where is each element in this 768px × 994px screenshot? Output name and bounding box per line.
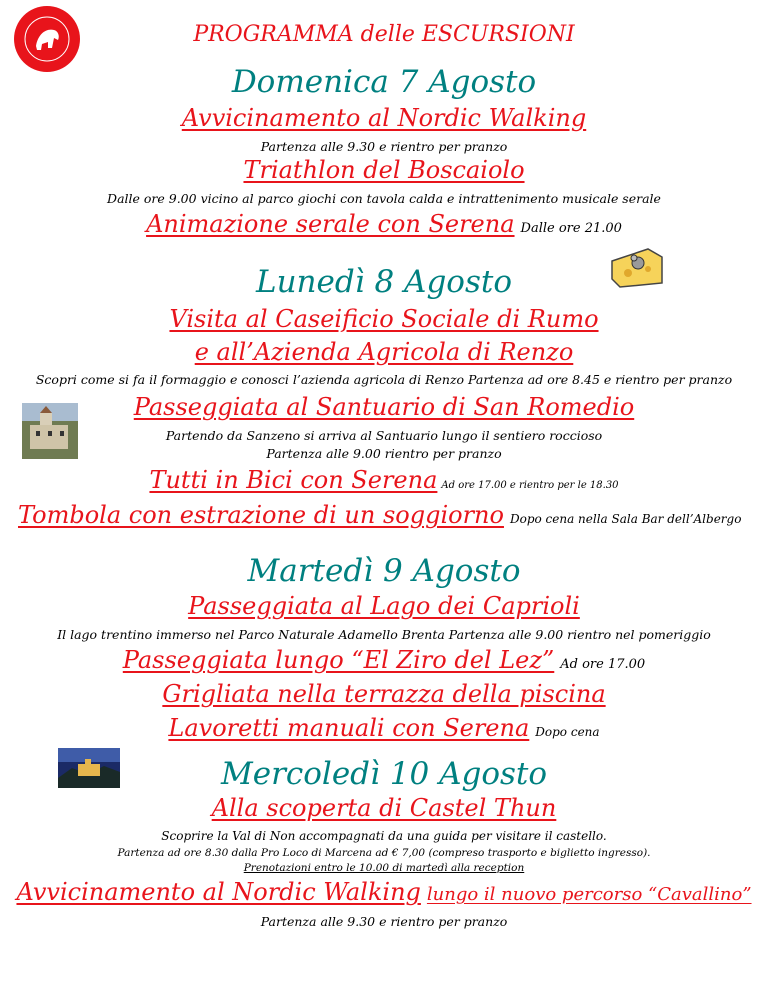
event-title: Avvicinamento al Nordic Walking xyxy=(181,104,587,132)
event-note: Ad ore 17.00 e rientro per le 18.30 xyxy=(441,480,619,491)
event-note: Ad ore 17.00 xyxy=(560,657,646,672)
event-title: Passeggiata al Lago dei Caprioli xyxy=(188,592,580,620)
event-note: Dopo cena xyxy=(535,725,600,739)
event-title: Grigliata nella terrazza della piscina xyxy=(162,680,606,708)
event-row xyxy=(18,501,758,529)
event-description: Partenza alle 9.30 e rientro per pranzo xyxy=(260,914,508,929)
event-title: Avvicinamento al Nordic Walking xyxy=(16,878,421,906)
event-title: Animazione serale con Serena xyxy=(146,210,515,238)
day-heading-tuesday: Martedì 9 Agosto xyxy=(247,553,521,589)
event-title: Passeggiata lungo “El Ziro del Lez” xyxy=(122,646,555,674)
event-title-line1: Visita al Caseificio Sociale di Rumo xyxy=(169,305,599,333)
event-title: Lavoretti manuali con Serena xyxy=(168,714,530,742)
event-description: Partenza alle 9.30 e rientro per pranzo xyxy=(260,139,508,154)
event-title: Alla scoperta di Castel Thun xyxy=(211,794,557,822)
event-row xyxy=(0,210,768,238)
event-row xyxy=(0,466,768,494)
event-note: Dalle ore 21.00 xyxy=(520,221,622,236)
event-description: Partenza alle 9.00 rientro per pranzo xyxy=(266,446,502,461)
event-title: Passeggiata al Santuario di San Romedio xyxy=(133,393,635,421)
page-title: PROGRAMMA delle ESCURSIONI xyxy=(193,22,575,47)
event-title: Triathlon del Boscaiolo xyxy=(243,156,525,184)
event-title-suffix: lungo il nuovo percorso “Cavallino” xyxy=(426,884,752,905)
event-row xyxy=(0,646,768,674)
day-heading-monday: Lunedì 8 Agosto xyxy=(256,264,512,300)
day-heading-wednesday: Mercoledì 10 Agosto xyxy=(220,756,548,792)
event-reservation-note: Prenotazioni entro le 10.00 di martedì alla reception xyxy=(243,862,525,874)
event-title: Tombola con estrazione di un soggiorno xyxy=(18,501,504,529)
event-title: Tutti in Bici con Serena xyxy=(149,466,438,494)
day-heading-sunday: Domenica 7 Agosto xyxy=(231,64,537,100)
event-row xyxy=(0,714,768,742)
event-description: Il lago trentino immerso nel Parco Naturale Adamello Brenta Partenza alle 9.00 rientro nel pomeriggio xyxy=(57,627,711,642)
event-description: Scopri come si fa il formaggio e conosci l’azienda agricola di Renzo Partenza ad ore 8.45 e rientro per pranzo xyxy=(35,372,733,387)
event-title-line2: e all’Azienda Agricola di Renzo xyxy=(194,338,574,366)
event-description: Dalle ore 9.00 vicino al parco giochi con tavola calda e intrattenimento musicale serale xyxy=(107,191,661,206)
event-note: Dopo cena nella Sala Bar dell’Albergo xyxy=(509,512,742,526)
event-description: Partendo da Sanzeno si arriva al Santuario lungo il sentiero roccioso xyxy=(165,428,603,443)
event-description: Partenza ad ore 8.30 dalla Pro Loco di Marcena ad € 7,00 (compreso trasporto e biglietto ingresso). xyxy=(117,847,651,859)
event-row xyxy=(0,878,768,906)
event-description: Scoprire la Val di Non accompagnati da una guida per visitare il castello. xyxy=(161,829,607,843)
